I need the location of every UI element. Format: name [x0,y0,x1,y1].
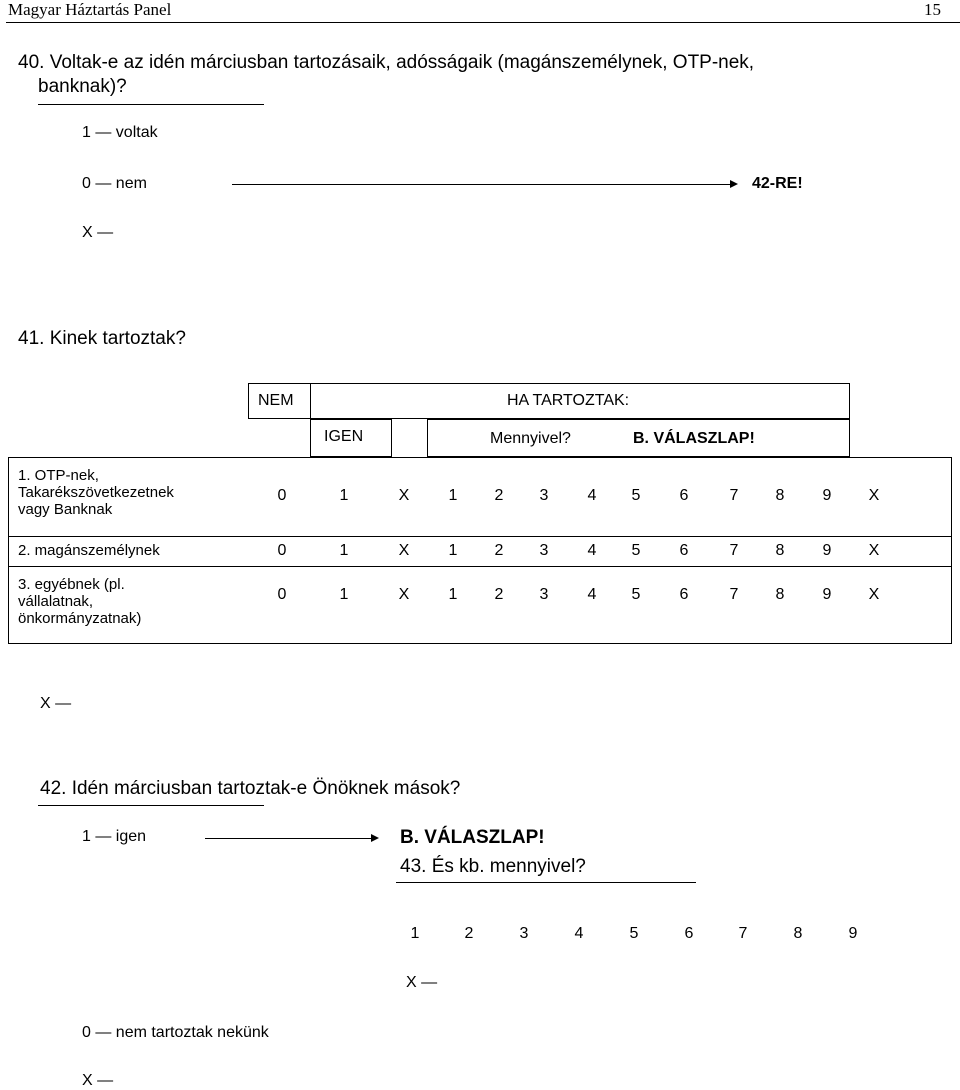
code-cell[interactable]: 6 [679,487,689,504]
code-cell[interactable]: 8 [775,586,785,603]
q42-underline [38,805,264,806]
col-header-nem: NEM [258,392,294,409]
grid-row-divider-2 [8,566,952,567]
code-cell[interactable]: 3 [539,487,549,504]
arrow-right-icon [730,180,738,188]
code-cell[interactable]: X [868,542,880,559]
code-cell[interactable]: 9 [848,925,858,942]
q43-option-x[interactable]: X — [406,974,438,991]
row-1-label-line1: 1. OTP-nek, [18,467,99,484]
q42-option-nem[interactable]: 0 — nem tartoztak nekünk [82,1024,269,1041]
code-cell[interactable]: 8 [793,925,803,942]
code-cell[interactable]: 4 [587,487,597,504]
header-title: Magyar Háztartás Panel [8,0,172,19]
col-header-mennyivel: Mennyivel? [490,430,571,447]
code-cell[interactable]: 4 [574,925,584,942]
code-cell[interactable]: 1 [339,487,349,504]
row-3-label-line3: önkormányzatnak) [18,610,142,627]
row-2-label [18,542,160,559]
code-cell[interactable]: 5 [631,542,641,559]
code-cell[interactable]: X [868,586,880,603]
code-cell[interactable]: 9 [822,542,832,559]
col-header-igen: IGEN [324,428,364,445]
code-cell[interactable]: 4 [587,542,597,559]
code-cell[interactable]: 1 [339,586,349,603]
row-3-label-line2: vállalatnak, [18,593,94,610]
q43-underline [396,882,696,883]
row-3-label-line1: 3. egyébnek (pl. [18,576,125,593]
code-cell[interactable]: 9 [822,586,832,603]
grid-row-divider-1 [8,536,952,537]
code-cell[interactable]: 5 [629,925,639,942]
q41-text: 41. Kinek tartoztak? [18,328,186,349]
code-cell[interactable]: 1 [448,487,458,504]
row-3-label [18,576,141,627]
code-cell[interactable]: X [398,542,410,559]
code-cell[interactable]: X [398,487,410,504]
code-cell[interactable]: 9 [822,487,832,504]
code-cell[interactable]: 0 [277,542,287,559]
q42-text: 42. Idén márciusban tartoztak-e Önöknek mások? [40,778,461,799]
header-rule [6,22,960,23]
code-cell[interactable]: 3 [519,925,529,942]
code-cell[interactable]: 8 [775,542,785,559]
code-cell[interactable]: 2 [494,542,504,559]
q42-option-igen[interactable]: 1 — igen [82,828,147,845]
q40-underline [38,104,264,105]
page-number: 15 [924,0,941,19]
q42-arrow-line [205,838,375,839]
code-cell[interactable]: 7 [729,542,739,559]
q41-option-x[interactable]: X — [40,695,72,712]
code-cell[interactable]: 7 [729,586,739,603]
row-2-label-line1: 2. magánszemélynek [18,542,160,559]
q40-text-line2: banknak)? [38,76,127,97]
code-cell[interactable]: 3 [539,586,549,603]
code-cell[interactable]: X [398,586,410,603]
code-cell[interactable]: 5 [631,586,641,603]
q40-option-x[interactable]: X — [82,224,114,241]
code-cell[interactable]: 4 [587,586,597,603]
row-1-label-line3: vagy Banknak [18,501,113,518]
code-cell[interactable]: 1 [410,925,420,942]
code-cell[interactable]: 3 [539,542,549,559]
code-cell[interactable]: 1 [448,586,458,603]
q43-text: 43. És kb. mennyivel? [400,856,586,877]
code-cell[interactable]: 7 [738,925,748,942]
arrow-right-icon [371,834,379,842]
code-cell[interactable]: 2 [494,586,504,603]
code-cell[interactable]: X [868,487,880,504]
header-divider [310,383,311,419]
code-cell[interactable]: 8 [775,487,785,504]
code-cell[interactable]: 0 [277,487,287,504]
q40-option-voltak[interactable]: 1 — voltak [82,124,158,141]
col-header-ha-tartoztak: HA TARTOZTAK: [507,392,630,409]
q40-text-line1: 40. Voltak-e az idén márciusban tartozásaik, adósságaik (magánszemélynek, OTP-nek, [18,52,755,73]
code-cell[interactable]: 6 [679,586,689,603]
q40-option-nem[interactable]: 0 — nem [82,175,147,192]
code-cell[interactable]: 6 [679,542,689,559]
q42-goto: B. VÁLASZLAP! [400,827,545,848]
code-cell[interactable]: 2 [494,487,504,504]
q42-option-x[interactable]: X — [82,1072,114,1089]
code-cell[interactable]: 1 [448,542,458,559]
q40-arrow-line [232,184,734,185]
q40-goto: 42-RE! [752,175,803,192]
row-1-label [18,467,174,518]
row-1-label-line2: Takarékszövetkezetnek [18,484,174,501]
code-cell[interactable]: 1 [339,542,349,559]
code-cell[interactable]: 7 [729,487,739,504]
code-cell[interactable]: 5 [631,487,641,504]
code-cell[interactable]: 2 [464,925,474,942]
code-cell[interactable]: 6 [684,925,694,942]
code-cell[interactable]: 0 [277,586,287,603]
col-header-valaszlap: B. VÁLASZLAP! [633,430,755,447]
